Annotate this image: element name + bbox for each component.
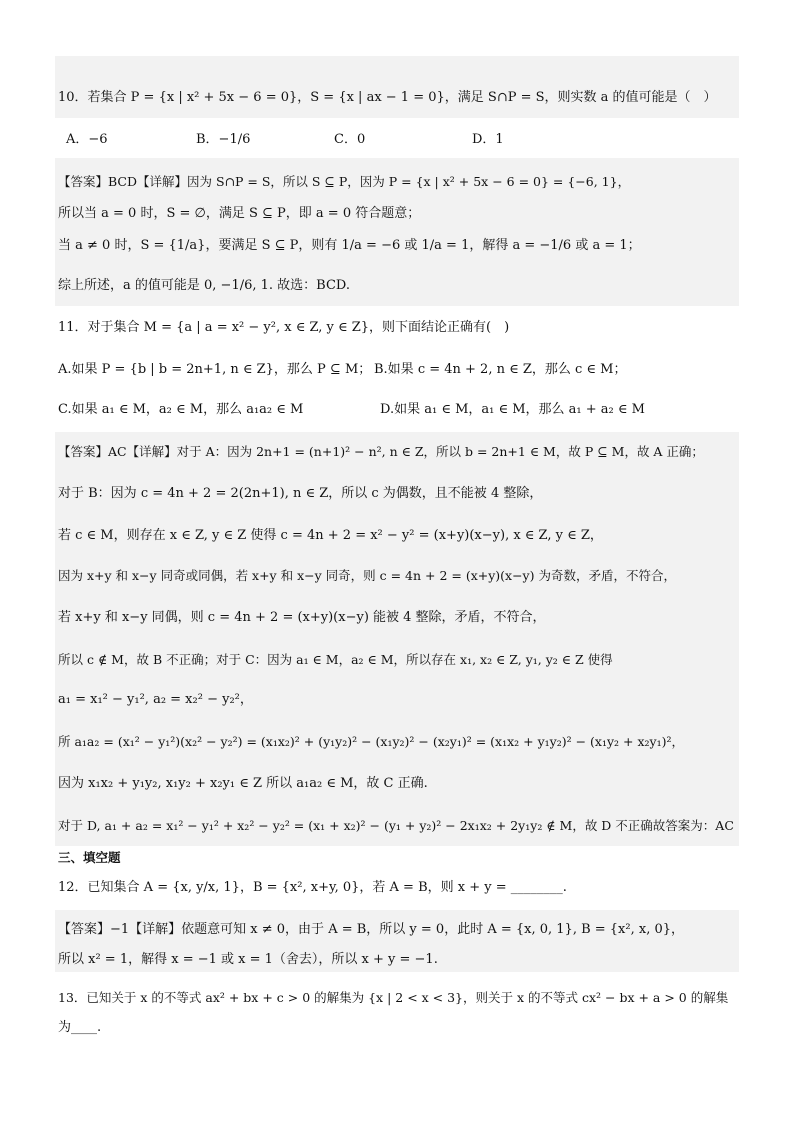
section-title: 三、填空题 xyxy=(58,850,121,865)
q10-answer-line-2: 所以当 a = 0 时，S = ∅，满足 S ⊆ P，即 a = 0 符合题意； xyxy=(58,206,421,221)
q11-option-c: C.如果 a₁ ∈ M，a₂ ∈ M，那么 a₁a₂ ∈ M xyxy=(58,402,304,417)
q11-answer-line-5: 若 x+y 和 x−y 同偶，则 c = 4n + 2 = (x+y)(x−y) 能被 4 整除，矛盾，不符合， xyxy=(58,610,546,625)
q13-question-line-1: 13．已知关于 x 的不等式 ax² + bx + c > 0 的解集为 {x | 2 < x < 3}，则关于 x 的不等式 cx² − bx + a > 0 的解集 xyxy=(58,990,729,1005)
q12-answer-line-1: 【答案】−1【详解】依题意可知 x ≠ 0，由于 A = B，所以 y = 0，此时 A = {x, 0, 1}, B = {x², x, 0}， xyxy=(58,922,685,937)
q12-answer-line-2: 所以 x² = 1，解得 x = −1 或 x = 1（舍去），所以 x + y = −1. xyxy=(58,952,438,967)
q10-answer-line-1: 【答案】BCD【详解】因为 S∩P = S，所以 S ⊆ P，因为 P = {x | x² + 5x − 6 = 0} = {−6, 1}， xyxy=(58,174,631,189)
q10-option-d: D．1 xyxy=(472,132,504,147)
q10-answer-line-3: 当 a ≠ 0 时，S = {1/a}，要满足 S ⊆ P，则有 1/a = −6 或 1/a = 1，解得 a = −1/6 或 a = 1； xyxy=(58,238,641,253)
q11-answer-line-1: 【答案】AC【详解】对于 A：因为 2n+1 = (n+1)² − n², n ∈ Z，所以 b = 2n+1 ∈ M，故 P ⊆ M，故 A 正确； xyxy=(58,444,704,459)
q11-option-d: D.如果 a₁ ∈ M，a₁ ∈ M，那么 a₁ + a₂ ∈ M xyxy=(380,402,645,417)
q11-answer-line-3: 若 c ∈ M，则存在 x ∈ Z, y ∈ Z 使得 c = 4n + 2 = x² − y² = (x+y)(x−y), x ∈ Z, y ∈ Z， xyxy=(58,528,603,543)
q11-option-a: A.如果 P = {b | b = 2n+1, n ∈ Z}，那么 P ⊆ M； xyxy=(58,362,372,377)
q10-option-a: A．−6 xyxy=(66,132,108,147)
q11-answer-line-10: 对于 D, a₁ + a₂ = x₁² − y₁² + x₂² − y₂² = (x₁ + x₂)² − (y₁ + y₂)² − 2x₁x₂ + 2y₁y₂ ∉ M，故 D 不正确故答案为：AC xyxy=(58,818,734,833)
q10-answer-line-4: 综上所述，a 的值可能是 0, −1/6, 1. 故选：BCD. xyxy=(58,278,350,293)
q12-question: 12．已知集合 A = {x, y/x, 1}，B = {x², x+y, 0}，若 A = B，则 x + y = ________. xyxy=(58,880,567,895)
q10-option-c: C．0 xyxy=(334,132,366,147)
q11-answer-line-2: 对于 B：因为 c = 4n + 2 = 2(2n+1), n ∈ Z，所以 c 为偶数，且不能被 4 整除， xyxy=(58,486,543,501)
q10-option-b: B．−1/6 xyxy=(196,132,251,147)
q11-answer-line-7: a₁ = x₁² − y₁², a₂ = x₂² − y₂²， xyxy=(58,692,253,707)
q13-question-line-2: 为____. xyxy=(58,1020,102,1035)
q10-question-bg xyxy=(55,56,739,118)
q11-option-b: B.如果 c = 4n + 2, n ∈ Z，那么 c ∈ M； xyxy=(374,362,627,377)
q11-answer-line-6: 所以 c ∉ M，故 B 不正确；对于 C：因为 a₁ ∈ M，a₂ ∈ M，所以存在 x₁, x₂ ∈ Z, y₁, y₂ ∈ Z 使得 xyxy=(58,652,613,667)
q10-question: 10．若集合 P = {x | x² + 5x − 6 = 0}，S = {x | ax − 1 = 0}，满足 S∩P = S，则实数 a 的值可能是（ ） xyxy=(58,90,717,105)
q11-answer-line-4: 因为 x+y 和 x−y 同奇或同偶，若 x+y 和 x−y 同奇，则 c = 4n + 2 = (x+y)(x−y) 为奇数，矛盾，不符合， xyxy=(58,568,676,583)
q11-question: 11．对于集合 M = {a | a = x² − y², x ∈ Z, y ∈ Z}，则下面结论正确有( ) xyxy=(58,320,510,335)
q11-answer-line-9: 因为 x₁x₂ + y₁y₂, x₁y₂ + x₂y₁ ∈ Z 所以 a₁a₂ ∈ M，故 C 正确. xyxy=(58,776,428,791)
q11-answer-line-8: 所 a₁a₂ = (x₁² − y₁²)(x₂² − y₂²) = (x₁x₂)² + (y₁y₂)² − (x₁y₂)² − (x₂y₁)² = (x₁x₂ + y₁y₂)² − (x₁y₂ + x₂y₁)²， xyxy=(58,734,684,749)
